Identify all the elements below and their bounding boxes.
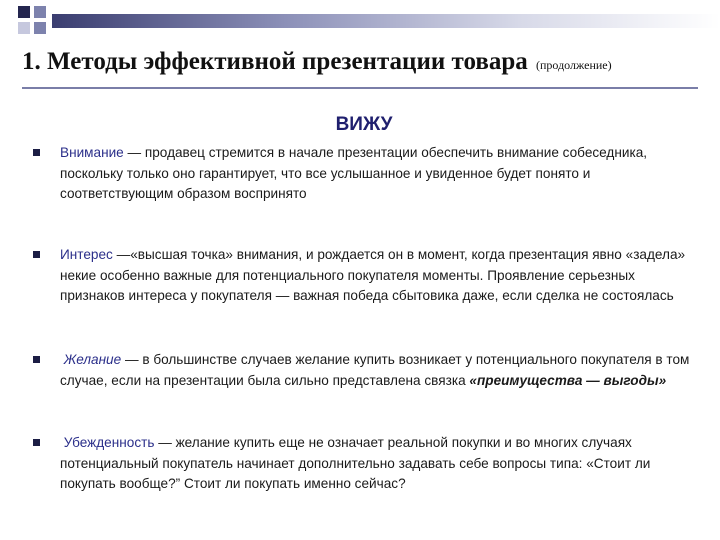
slide-title — [22, 48, 712, 76]
list-item-desire — [33, 350, 693, 391]
list-item-text — [60, 433, 693, 495]
item-description: — продавец стремится в начале презентации обеспечить внимание собеседника, поскольку только оно гарантирует, что все услышанное и увиденное будет понято и соответствующим образом воспринято — [60, 145, 648, 201]
term-attention: Внимание — [60, 145, 124, 160]
list-item-interest — [33, 245, 693, 307]
title-underline — [22, 87, 698, 89]
bullet-square-icon — [33, 439, 40, 446]
item-description: — желание купить еще не означает реальной покупки и во многих случаях потенциальный покупатель начинает дополнительно задавать себе вопросы типа: «Стоит ли покупать вообще?” Стоит ли покупать именно сейчас? — [60, 435, 651, 491]
item-description: —«высшая точка» внимания, и рождается он в момент, когда презентация явно «задела» некие особенно важные для потенциального покупателя моменты. Проявление серьезных признаков интереса у покупателя — важная победа сбытовика даже, если сделка не состоялась — [60, 247, 686, 303]
decor-square-light — [18, 22, 30, 34]
list-item-attention — [33, 143, 693, 205]
slide-title-suffix: (продолжение) — [536, 58, 612, 72]
bullet-square-icon — [33, 251, 40, 258]
item-emphasis: «преимущества — выгоды» — [469, 372, 667, 388]
decor-square-mid-2 — [34, 22, 46, 34]
list-item-conviction — [33, 433, 693, 495]
decor-square-dark — [18, 6, 30, 18]
list-item-text — [60, 245, 693, 307]
decor-gradient-bar — [52, 14, 720, 28]
term-desire: Желание — [63, 352, 122, 367]
slide-title-text: 1. Методы эффективной презентации товара — [22, 48, 528, 75]
item-description: — в большинстве случаев желание купить возникает у потенциального покупателя в том случае, если на презентации была сильно представлена связка — [60, 352, 690, 388]
bullet-square-icon — [33, 149, 40, 156]
section-heading: ВИЖУ — [335, 114, 393, 135]
term-conviction: Убежденность — [63, 435, 155, 450]
term-interest: Интерес — [60, 247, 113, 262]
list-item-text — [60, 350, 693, 391]
decor-square-mid — [34, 6, 46, 18]
bullet-square-icon — [33, 356, 40, 363]
list-item-text — [60, 143, 693, 205]
